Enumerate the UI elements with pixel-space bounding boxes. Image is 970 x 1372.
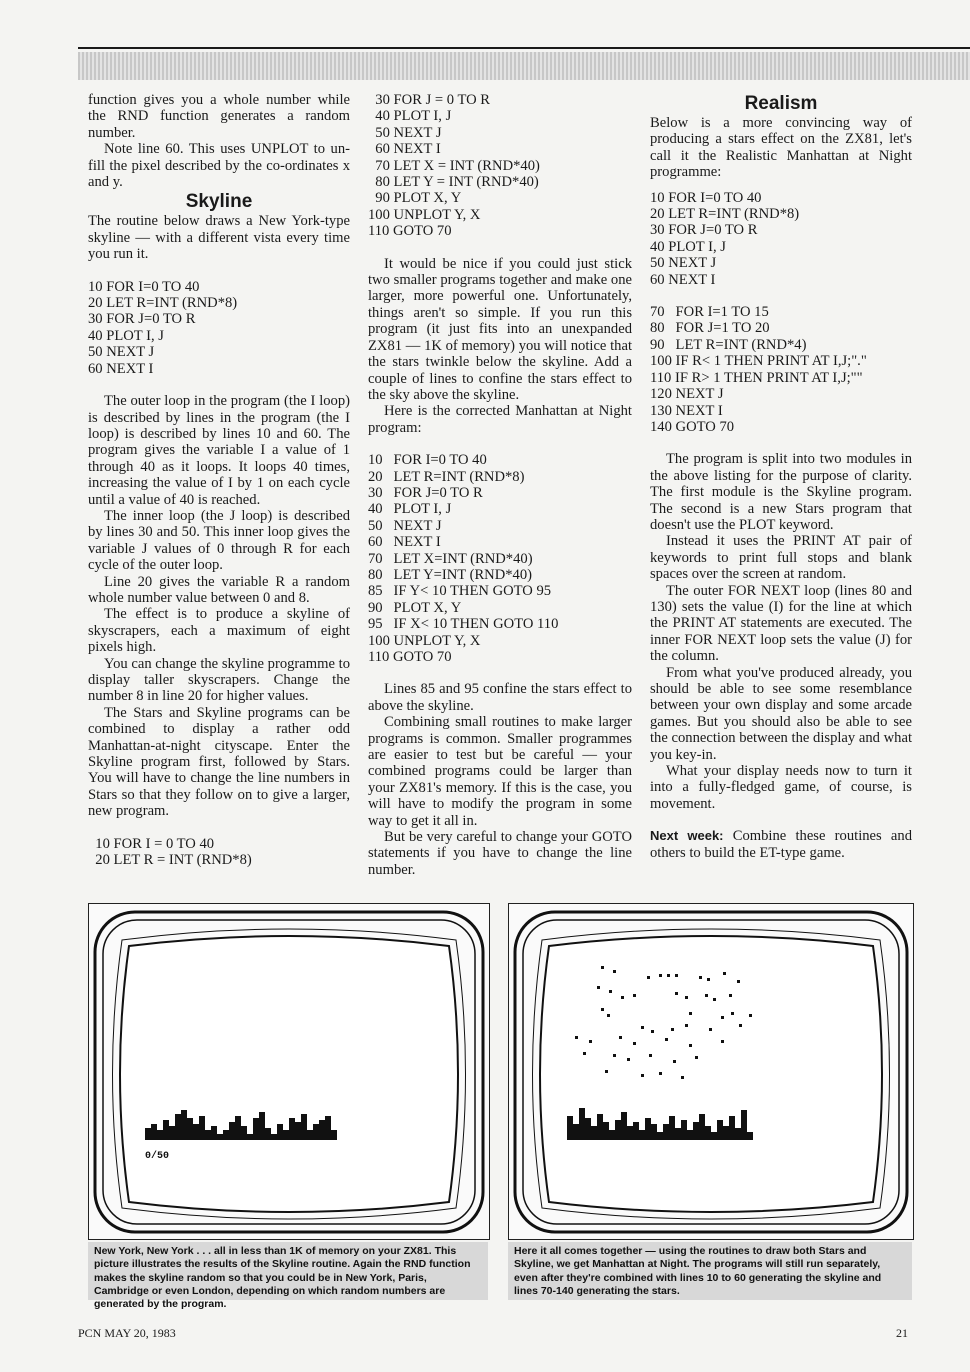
tv-screen-skyline xyxy=(89,904,489,1239)
footer-issue: PCN MAY 20, 1983 xyxy=(78,1326,176,1340)
combined-code-continued: 30 FOR J = 0 TO R 40 PLOT I, J 50 NEXT J 60 NEXT I 70 LET X = INT (RND*40) 80 LET Y = INT (RND*40) 90 PLOT X, Y 100 UNPLOT Y, X 110 GOTO 70 xyxy=(368,92,540,240)
col1-paragraph: The effect is to produce a skyline of skyscrapers, each a maximum of eight pixels high. xyxy=(88,606,350,656)
next-week-text: Combine these routines and others to build the ET-type game. xyxy=(650,828,912,861)
col1-routine: The routine below draws a New York-type skyline — with a different vista every time you run it. xyxy=(88,213,350,263)
stars-code: 70 FOR I=1 TO 15 80 FOR J=1 TO 20 90 LET R=INT (RND*4) 100 IF R< 1 THEN PRINT AT I,J;"." 110 IF R> 1 THEN PRINT AT I,J;"" 120 NEXT J 130 NEXT I 140 GOTO 70 xyxy=(650,304,867,435)
screen-counter: 0/50 xyxy=(145,1151,170,1162)
right-caption: Here it all comes together — using the routines to draw both Stars and Skyline, we get Manhattan at Night. The programs will still run separately, even after they're combined with lines 10 to 60 generating the skyline and lines 70-140 generating the stars. xyxy=(508,1242,912,1300)
column-1 xyxy=(88,92,350,868)
skyline-figure xyxy=(88,903,490,1240)
col1-paragraph: The Stars and Skyline programs can be combined to display a rather odd Manhattan-at-night cityscape. Enter the Skyline program first, followed by Stars. You will have to change the line numbers in Stars so that they follow on to give a larger, new program. xyxy=(88,704,350,820)
col2-paragraph: Combining small routines to make larger programs is common. Smaller programmes are easier to test but be careful — your combined programs could be larger than your ZX81's memory. If this is the case, you will have to modify the program in some way to get it all in. xyxy=(368,714,632,829)
col1-paragraph: Line 20 gives the variable R a random whole number value between 0 and 8. xyxy=(88,573,350,606)
col3-paragraph: What your display needs now to turn it into a fully-fledged game, of course, is movement. xyxy=(650,763,912,812)
tv-screen-manhattan xyxy=(509,904,913,1239)
col2-stick: It would be nice if you could just stick two smaller programs together and make one larger, more powerful one. Unfortunately, things aren't so simple. If you run this program (it just fits into an unexpanded ZX81 — 1K of memory) you will notice that the stars twinkle below the skyline. Add a couple of lines to confine the stars effect to the sky above the skyline. xyxy=(368,255,632,403)
manhattan-code: 10 FOR I=0 TO 40 20 LET R=INT (RND*8) 30 FOR J=0 TO R 40 PLOT I, J 50 NEXT J 60 NEXT I 70 LET X=INT (RND*40) 80 LET Y=INT (RND*40) 85 IF Y< 10 THEN GOTO 95 90 PLOT X, Y 95 IF X< 10 THEN GOTO 110 100 UNPLOT Y, X 110 GOTO 70 xyxy=(368,452,559,665)
manhattan-figure xyxy=(508,903,914,1240)
col1-intro: function gives you a whole number while the RND function generates a random number. xyxy=(88,92,350,141)
col1-paragraph: The outer loop in the program (the I loop) is described by lines in the program (the I loop) is described by lines 10 and 60. The program gives the variable I a value of 1 through 40 as it loops. It loops 40 times, increasing the value of I by 1 on each cycle until a value of 40 is reached. xyxy=(88,393,350,508)
top-rule xyxy=(78,47,970,49)
next-week-note xyxy=(650,828,912,861)
left-caption: New York, New York . . . all in less than 1K of memory on your ZX81. This picture illustrates the results of the Skyline routine. Again the RND function makes the skyline random so that you could be in New York, Paris, Cambridge or even London, depending on which random numbers are generated by the program. xyxy=(88,1242,488,1300)
column-2 xyxy=(368,92,632,878)
heading-realism: Realism xyxy=(744,93,818,114)
col1-note: Note line 60. This uses UNPLOT to un-fill the pixel described by the co-ordinates x and y. xyxy=(88,141,350,191)
col1-paragraph: You can change the skyline programme to display taller skyscrapers. Change the number 8 in line 20 for higher values. xyxy=(88,655,350,705)
col3-paragraph: From what you've produced already, you should be able to see some resemblance between your own display and some arcade games. But you should also be able to see the connection between the display and what you key-in. xyxy=(650,664,912,763)
combined-code-start: 10 FOR I = 0 TO 40 20 LET R = INT (RND*8) xyxy=(95,835,252,869)
col2-paragraph: But be very careful to change your GOTO statements if you have to change the line number. xyxy=(368,829,632,878)
col3-intro: Below is a more convincing way of producing a stars effect on the ZX81, let's call it the Realistic Manhattan at Night programme: xyxy=(650,115,912,181)
next-week-label: Next week: xyxy=(650,828,724,844)
realism-code: 10 FOR I=0 TO 40 20 LET R=INT (RND*8) 30 FOR J=0 TO R 40 PLOT I, J 50 NEXT J 60 NEXT I xyxy=(650,189,800,288)
col3-paragraph: Instead it uses the PRINT AT pair of keywords to print full stops and blank spaces over the screen at random. xyxy=(650,533,912,583)
col3-paragraph: The program is split into two modules in the above listing for the purpose of clarity. The first module is the Skyline program. The second is a new Stars program that doesn't use the PLOT keyword. xyxy=(650,451,912,533)
header-band xyxy=(78,52,970,80)
skyline-code: 10 FOR I=0 TO 40 20 LET R=INT (RND*8) 30 FOR J=0 TO R 40 PLOT I, J 50 NEXT J 60 NEXT I xyxy=(88,278,238,377)
page-number: 21 xyxy=(896,1326,908,1340)
heading-skyline: Skyline xyxy=(185,191,253,213)
col2-paragraph: Lines 85 and 95 confine the stars effect to above the skyline. xyxy=(368,681,632,714)
col1-paragraph: The inner loop (the J loop) is described by lines 30 and 50. This inner loop gives the variable J values of 0 through R for each cycle of the outer loop. xyxy=(88,507,350,574)
col3-paragraph: The outer FOR NEXT loop (lines 80 and 130) sets the value (I) for the line at which the PRINT AT statements are executed. The inner FOR NEXT loop sets the value (J) for the column. xyxy=(650,582,912,665)
col2-corrected: Here is the corrected Manhattan at Night program: xyxy=(368,403,632,436)
column-3 xyxy=(650,92,912,861)
